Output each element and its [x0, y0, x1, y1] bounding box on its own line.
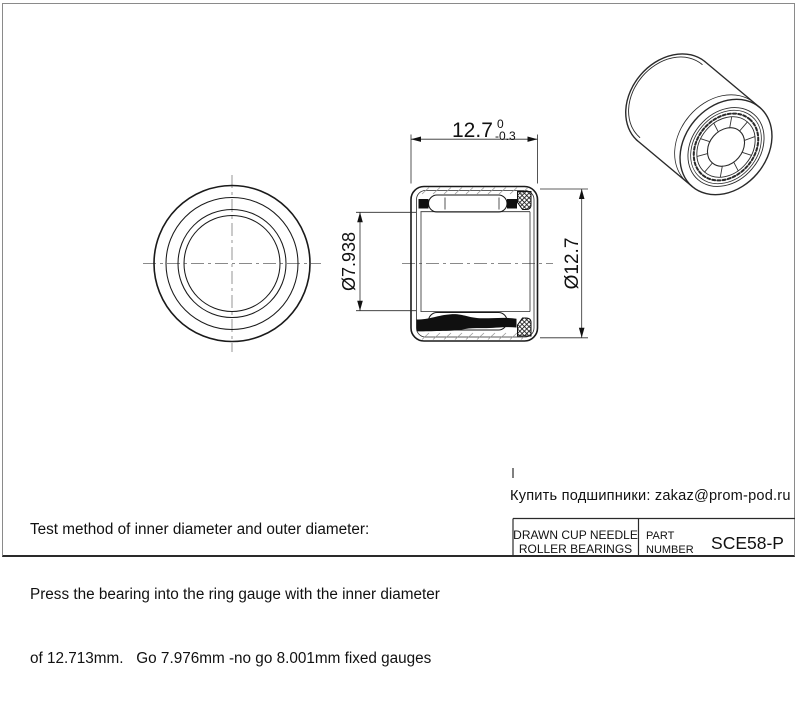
seal-crosshatch-bottom [518, 318, 532, 336]
part-number-label [646, 529, 694, 557]
needle-roller-top [429, 195, 508, 212]
arrowhead [528, 137, 538, 142]
dimension-width [411, 117, 538, 184]
part-number-value: SCE58-P [711, 532, 784, 553]
note-line: Press the bearing into the ring gauge with the inner diameter [30, 585, 440, 603]
arrowhead [411, 137, 421, 142]
retainer-band-bottom [417, 314, 517, 331]
width-dimension-label: 12.7 [452, 118, 493, 142]
dimensions [339, 117, 588, 338]
arrowhead [579, 189, 585, 199]
iso-front-face-outer [661, 81, 791, 213]
width-tolerance-upper: 0 [497, 117, 504, 131]
part-label-line: PART [646, 530, 675, 542]
iso-front-rim-edge [672, 92, 780, 202]
iso-back-rim-outer [626, 54, 705, 141]
front-view [143, 175, 321, 352]
arrowhead [579, 328, 585, 338]
isometric-view [626, 54, 791, 213]
iso-chamfer-ring [676, 96, 776, 198]
outer-diameter-label: Ø12.7 [562, 237, 583, 290]
part-label-line: NUMBER [646, 544, 694, 556]
iso-rolled-lip-ribs [680, 101, 771, 194]
product-type-line: ROLLER BEARINGS [518, 541, 633, 556]
test-method-notes [30, 476, 440, 713]
inner-diameter-label: Ø7.938 [339, 231, 359, 292]
arrowhead [357, 212, 363, 222]
contact-line: Купить подшипники: zakaz@prom-pod.ru [510, 488, 791, 504]
cage-section-right [507, 199, 517, 209]
product-type-cell [513, 529, 638, 556]
product-type-line: DRAWN CUP NEEDLE [513, 528, 638, 542]
note-line: of 12.713mm. Go 7.976mm -no go 8.001mm fixed gauges [30, 650, 432, 667]
dimension-inner-diameter [339, 212, 416, 310]
width-tolerance-lower: -0.3 [495, 129, 516, 143]
note-line: Test method of inner diameter and outer diameter: [30, 521, 370, 538]
section-view [402, 187, 553, 342]
cage-section-left [419, 199, 429, 209]
arrowhead [357, 301, 363, 311]
seal-crosshatch-top [518, 192, 532, 210]
